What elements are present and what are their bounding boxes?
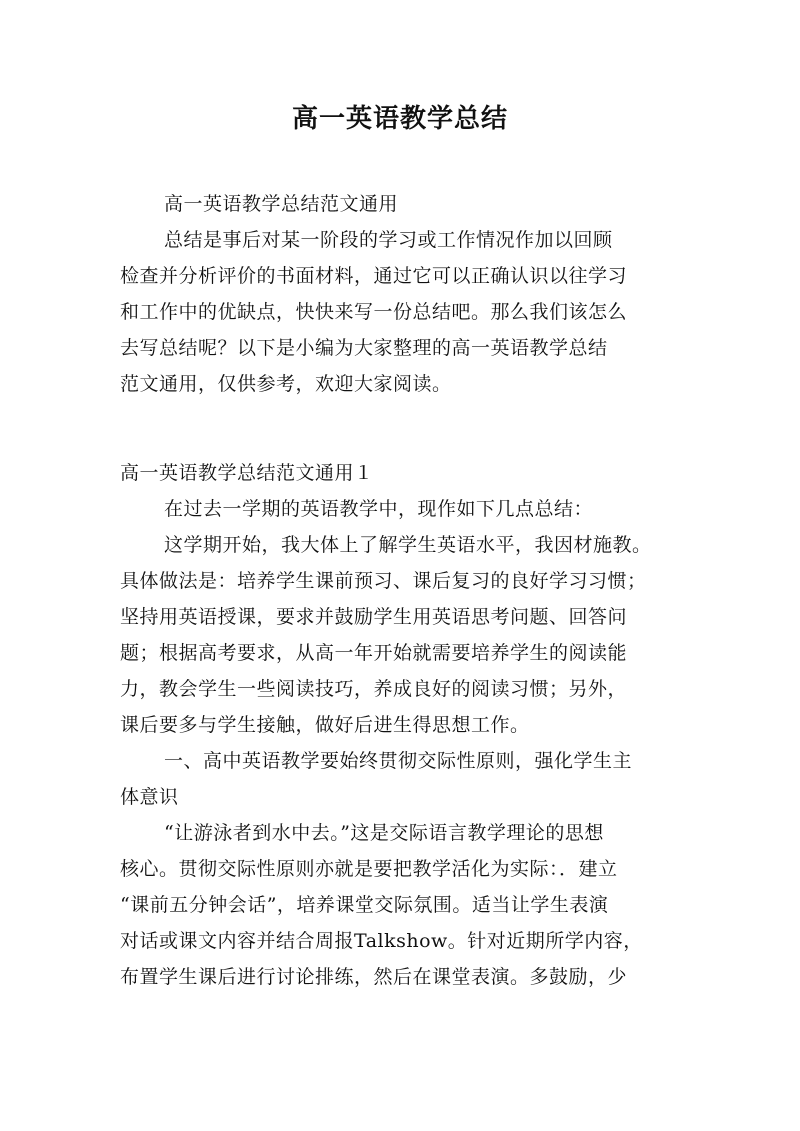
paragraph-line: 力，教会学生一些阅读技巧，养成良好的阅读习惯；另外， xyxy=(120,678,628,700)
paragraph-line: 题；根据高考要求，从高一年开始就需要培养学生的阅读能 xyxy=(120,642,628,664)
paragraph-line: “课前五分钟会话”，培养课堂交际氛围。适当让学生表演 xyxy=(120,894,609,916)
paragraph-line: 总结是事后对某一阶段的学习或工作情况作加以回顾 xyxy=(164,229,613,251)
paragraph-line: 去写总结呢？以下是小编为大家整理的高一英语教学总结 xyxy=(120,337,608,359)
paragraph-line: 课后要多与学生接触，做好后进生得思想工作。 xyxy=(120,714,530,736)
section-1 xyxy=(120,455,680,995)
paragraph-line: 对话或课文内容并结合周报Talkshow。针对近期所学内容， xyxy=(120,930,643,952)
paragraph-line: 核心。贯彻交际性原则亦就是要把教学活化为实际：．建立 xyxy=(120,858,618,880)
subheading-line: 一、高中英语教学要始终贯彻交际性原则，强化学生主 xyxy=(164,750,633,772)
paragraph-line: 布置学生课后进行讨论排练，然后在课堂表演。多鼓励，少 xyxy=(120,966,628,988)
paragraph-line: 这学期开始，我大体上了解学生英语水平，我因材施教。 xyxy=(164,534,652,556)
paragraph-line: “让游泳者到水中去。”这是交际语言教学理论的思想 xyxy=(164,822,604,844)
paragraph-line: 具体做法是：培养学生课前预习、课后复习的良好学习习惯； xyxy=(120,570,647,592)
paragraph-line: 在过去一学期的英语教学中，现作如下几点总结： xyxy=(164,498,594,520)
intro-heading: 高一英语教学总结范文通用 xyxy=(164,193,399,215)
paragraph-line: 检查并分析评价的书面材料，通过它可以正确认识以往学习 xyxy=(120,265,628,287)
document-title: 高一英语教学总结 xyxy=(291,104,508,134)
subheading-line: 体意识 xyxy=(120,786,179,808)
paragraph-line: 和工作中的优缺点，快快来写一份总结吧。那么我们该怎么 xyxy=(120,301,628,323)
section-heading: 高一英语教学总结范文通用１ xyxy=(120,462,374,484)
paragraph-line: 范文通用，仅供参考，欢迎大家阅读。 xyxy=(120,373,452,395)
intro-section xyxy=(120,186,680,402)
paragraph-line: 坚持用英语授课，要求并鼓励学生用英语思考问题、回答问 xyxy=(120,606,628,628)
